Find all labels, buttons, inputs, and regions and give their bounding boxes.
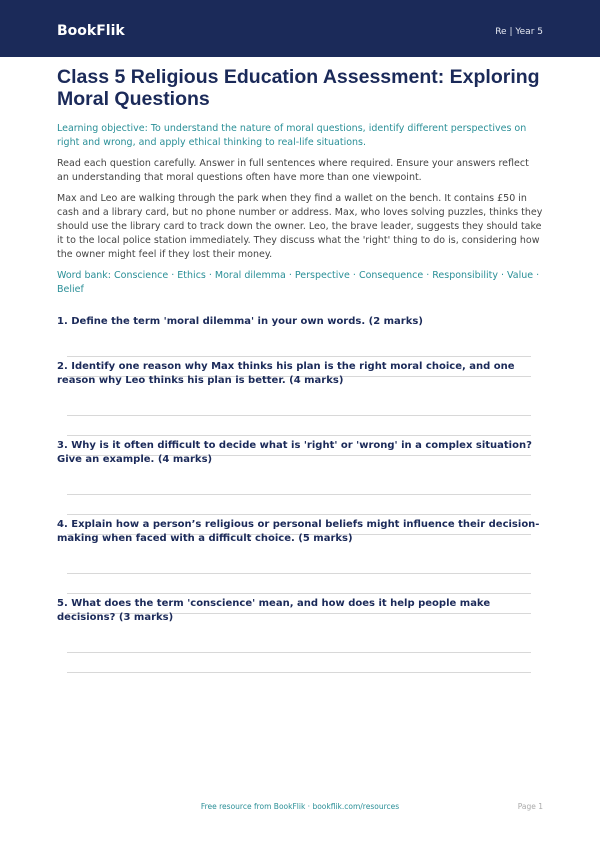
answer-line[interactable] [67, 494, 531, 495]
answer-line[interactable] [67, 672, 531, 673]
answer-line[interactable] [67, 415, 531, 416]
question-4: 4. Explain how a person’s religious or personal beliefs might influence their decision-making when faced with a difficult choice. (5 marks) [57, 519, 540, 544]
page-number: Page 1 [517, 802, 543, 811]
answer-line[interactable] [67, 573, 531, 574]
instructions: Read each question carefully. Answer in full sentences where required. Ensure your answers reflect an understanding that moral questions often have more than one viewpoint. [57, 158, 529, 183]
question-3: 3. Why is it often difficult to decide what is 'right' or 'wrong' in a complex situation? Give an example. (4 marks) [57, 440, 532, 465]
word-bank: Word bank: Conscience · Ethics · Moral dilemma · Perspective · Consequence · Responsibility · Value · Belief [57, 270, 540, 295]
subject-year-label: Re | Year 5 [495, 27, 543, 37]
scenario-text: Max and Leo are walking through the park when they find a wallet on the bench. It contains £50 in cash and a library card, but no phone number or address. Max, who loves solving puzzles, thinks they should use the library card to track down the owner. Leo, the brave leader, suggests they should take it to the local police station immediately. They discuss what the 'right' thing to do is, considering how the owner might feel if they lost their money. [57, 193, 543, 260]
worksheet-body [57, 66, 543, 673]
answer-line[interactable] [67, 593, 531, 594]
learning-objective: Learning objective: To understand the nature of moral questions, identify different perspectives on right and wrong, and apply ethical thinking to real-life situations. [57, 123, 527, 148]
answer-line[interactable] [67, 514, 531, 515]
answer-line[interactable] [67, 356, 531, 357]
answer-line[interactable] [67, 435, 531, 436]
question-2: 2. Identify one reason why Max thinks his plan is the right moral choice, and one reason why Leo thinks his plan is better. (4 marks) [57, 361, 515, 386]
answer-line[interactable] [67, 652, 531, 653]
footer-link[interactable]: Free resource from BookFlik · bookflik.com/resources [200, 802, 400, 811]
brand-logo[interactable]: BookFlik [57, 23, 125, 39]
question-5: 5. What does the term 'conscience' mean, and how does it help people make decisions? (3 marks) [57, 598, 491, 623]
question-1: 1. Define the term 'moral dilemma' in your own words. (2 marks) [57, 316, 423, 327]
header-bar [0, 0, 600, 57]
page-title: Class 5 Religious Education Assessment: Exploring Moral Questions [57, 66, 540, 110]
